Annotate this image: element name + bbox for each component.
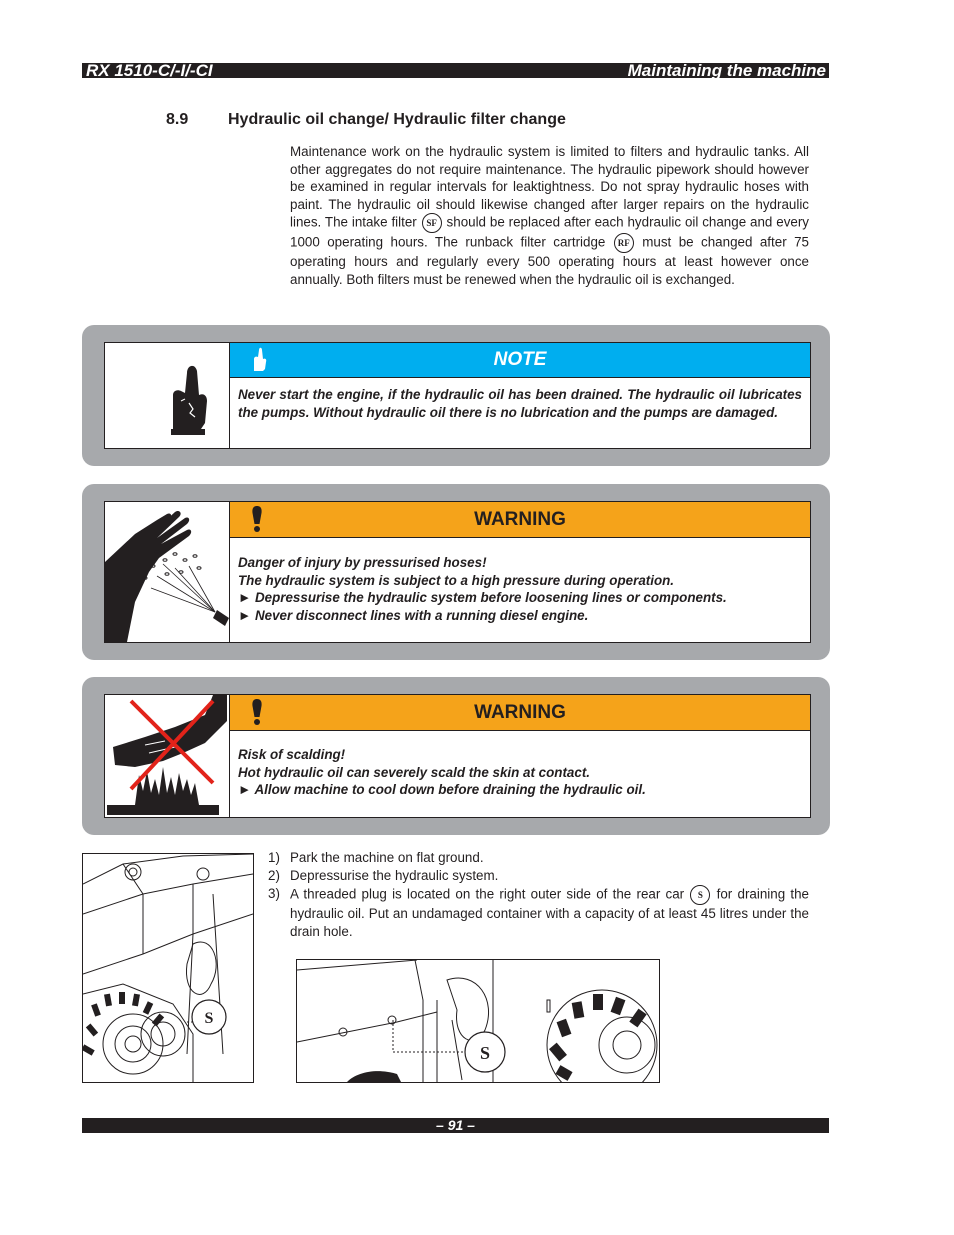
intro-paragraph xyxy=(290,143,809,288)
warning-panel-scald xyxy=(82,677,830,835)
warning-bullet-1: ► Depressurise the hydraulic system before loosening lines or components. xyxy=(238,590,727,606)
step-text: Depressurise the hydraulic system. xyxy=(290,868,499,883)
warning-bullet-1: ► Allow machine to cool down before draining the hydraulic oil. xyxy=(238,782,646,798)
step-text-b: for draining the hydraulic oil. Put an undamaged container with a capacity of at least 45 litres under the drain hole. xyxy=(290,886,809,939)
note-pictogram xyxy=(105,343,230,448)
note-title: NOTE xyxy=(493,349,547,370)
list-item xyxy=(268,885,809,941)
step-text-a: A threaded plug is located on the right outer side of the rear car xyxy=(290,886,685,902)
model-title: RX 1510-C/-I/-CI xyxy=(86,61,213,80)
warning-title-bar-scald xyxy=(230,695,810,731)
raised-finger-hand-icon xyxy=(105,343,229,448)
warning-box-scald xyxy=(104,694,811,818)
note-text: Never start the engine, if the hydraulic oil has been drained. The hydraulic oil lubricates the pumps. Without hydraulic oil there is no lubrication and the pumps are damaged. xyxy=(238,387,802,420)
warning-line-2: Hot hydraulic oil can severely scald the skin at contact. xyxy=(238,764,591,780)
step-number: 2) xyxy=(268,868,280,883)
page-number: – 91 – xyxy=(82,1118,829,1133)
page-header xyxy=(82,63,829,78)
s-marker: S xyxy=(690,885,710,905)
intro-text-1: Maintenance work on the hydraulic system is limited to filters and hydraulic tanks. All other aggregates do not require maintenance. The hydraulic pipework should however be examined in regular intervals for leaktightness. Do not spray hydraulic hoses with paint. The hydraulic oil should likewise changed after larger repairs on the hydraulic lines. The intake filter xyxy=(290,144,809,230)
note-title-bar xyxy=(230,343,810,378)
procedure-steps xyxy=(268,849,809,941)
machine-figure-right xyxy=(296,959,660,1083)
list-item xyxy=(268,867,809,885)
warning-line-1: Danger of injury by pressurised hoses! xyxy=(238,555,487,570)
chapter-title: Maintaining the machine xyxy=(627,61,826,80)
section-title: Hydraulic oil change/ Hydraulic filter change xyxy=(228,111,566,128)
list-item xyxy=(268,849,809,867)
warning-text-scald xyxy=(238,746,802,799)
section-number: 8.9 xyxy=(166,111,189,128)
drain-plug-detail-drawing xyxy=(297,960,659,1082)
note-panel xyxy=(82,325,830,466)
sf-marker: SF xyxy=(422,213,442,233)
step-number: 3) xyxy=(268,886,280,901)
warning-title-scald: WARNING xyxy=(474,702,566,723)
figure-right-label: S xyxy=(479,1043,491,1063)
warning-title-pressure: WARNING xyxy=(474,509,566,530)
warning-bullet-2: ► Never disconnect lines with a running diesel engine. xyxy=(238,608,589,624)
step-number: 1) xyxy=(268,850,280,865)
warning-box-pressure xyxy=(104,501,811,643)
step-text: Park the machine on flat ground. xyxy=(290,850,484,865)
warning-pictogram-pressure xyxy=(105,502,230,642)
intro-text-2: should be replaced after each hydraulic oil change and every 1000 operating hours. The runback filter cartridge xyxy=(290,214,809,250)
warning-line-2: The hydraulic system is subject to a high pressure during operation. xyxy=(238,572,675,588)
pressurised-hose-hand-icon xyxy=(105,502,229,642)
warning-title-bar-pressure xyxy=(230,502,810,538)
machine-figure-left xyxy=(82,853,254,1083)
rear-car-drawing xyxy=(83,854,253,1082)
intro-text-3: must be changed after 75 operating hours and regularly every 500 operating hours at least however once annually. Both filters must be renewed when the hydraulic oil is exchanged. xyxy=(290,234,809,287)
warning-pictogram-scald xyxy=(105,695,230,817)
hot-surface-no-touch-icon xyxy=(105,695,229,817)
warning-text-pressure xyxy=(238,554,802,625)
warning-line-1: Risk of scalding! xyxy=(238,747,346,762)
rf-marker: RF xyxy=(614,233,634,253)
figure-left-label: S xyxy=(204,1010,214,1027)
warning-panel-pressure xyxy=(82,484,830,660)
note-box xyxy=(104,342,811,449)
